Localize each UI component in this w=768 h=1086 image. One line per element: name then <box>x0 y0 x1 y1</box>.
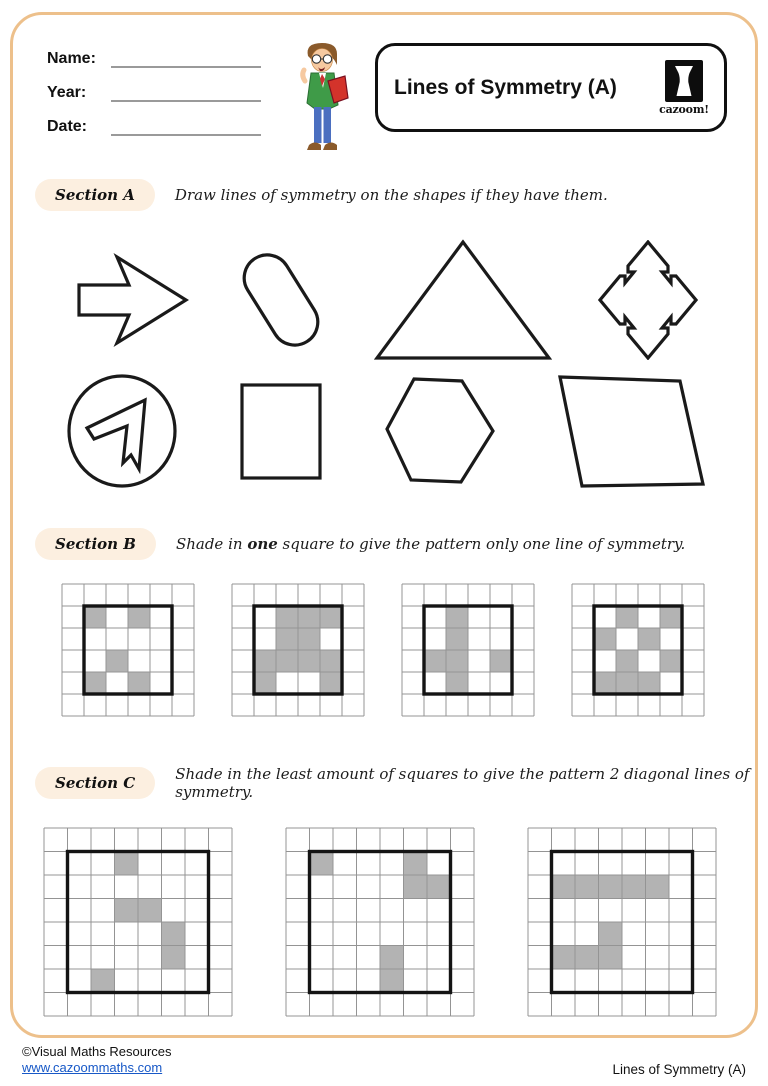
shape-hexagon[interactable] <box>384 377 496 485</box>
worksheet-page-frame <box>10 12 758 1038</box>
section-a-shapes-row-2 <box>13 371 755 491</box>
section-c-label: Section C <box>35 767 155 799</box>
section-a-shapes-row-1 <box>13 211 755 371</box>
symmetry-grid-b1[interactable] <box>60 582 196 718</box>
title-box <box>375 43 727 132</box>
student-fields <box>47 41 279 159</box>
copyright-text: ©Visual Maths Resources <box>22 1044 172 1059</box>
worksheet-title: Lines of Symmetry (A) <box>394 75 617 99</box>
date-label: Date: <box>47 118 88 135</box>
shape-rounded-capsule[interactable] <box>235 245 327 355</box>
date-field-row <box>47 109 279 136</box>
shape-circle-with-chevron[interactable] <box>65 372 179 490</box>
cazoom-logo <box>656 60 712 116</box>
section-a-instruction: Draw lines of symmetry on the shapes if they have them. <box>174 186 608 204</box>
teacher-mascot-illustration <box>291 41 355 159</box>
shape-square[interactable] <box>240 383 322 480</box>
section-a-header <box>35 179 755 211</box>
symmetry-grid-b4[interactable] <box>570 582 706 718</box>
year-field-row <box>47 75 279 102</box>
year-label: Year: <box>47 84 87 101</box>
symmetry-grid-c3[interactable] <box>526 826 718 1018</box>
symmetry-grid-c1[interactable] <box>42 826 234 1018</box>
symmetry-grid-c2[interactable] <box>284 826 476 1018</box>
year-input-line[interactable] <box>111 82 261 102</box>
shape-parallelogram[interactable] <box>557 374 707 489</box>
section-c-header <box>35 765 755 801</box>
section-c-instruction: Shade in the least amount of squares to give the pattern 2 diagonal lines of symmetry. <box>175 765 750 801</box>
name-field-row <box>47 41 279 68</box>
section-c-grids <box>13 801 755 1018</box>
symmetry-grid-b2[interactable] <box>230 582 366 718</box>
name-input-line[interactable] <box>111 48 261 68</box>
footer-page-label: Lines of Symmetry (A) <box>612 1061 746 1077</box>
shape-triangle[interactable] <box>374 239 552 361</box>
worksheet-header <box>13 15 755 159</box>
section-b-label: Section B <box>35 528 156 560</box>
section-b-header <box>35 528 755 560</box>
date-input-line[interactable] <box>111 116 261 136</box>
shape-four-way-arrow[interactable] <box>598 240 698 360</box>
worksheet-footer <box>22 1044 746 1077</box>
section-b-grids <box>13 560 755 718</box>
symmetry-grid-b3[interactable] <box>400 582 536 718</box>
cazoom-logo-icon <box>665 60 703 102</box>
shape-block-arrow-right[interactable] <box>77 252 189 348</box>
cazoommaths-link[interactable]: www.cazoommaths.com <box>22 1060 163 1076</box>
section-b-instruction: Shade in one square to give the pattern only one line of symmetry. <box>175 535 686 553</box>
name-label: Name: <box>47 50 96 67</box>
cazoom-logo-text: cazoom! <box>659 102 709 116</box>
section-a-label: Section A <box>35 179 155 211</box>
